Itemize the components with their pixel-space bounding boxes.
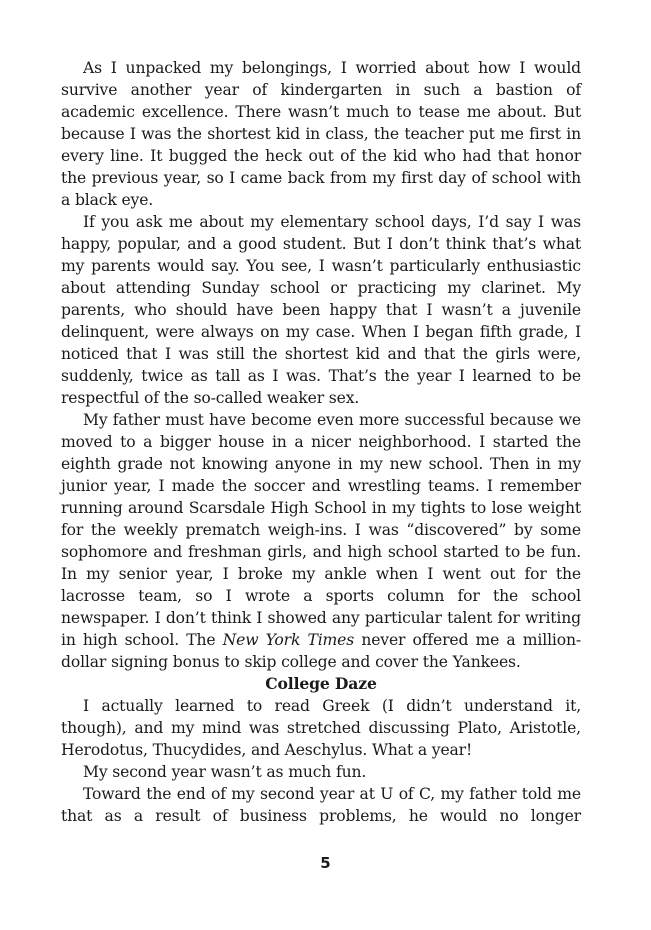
publication-title: New York Times	[222, 631, 355, 649]
page-body	[61, 57, 581, 827]
page-number: 5	[320, 854, 331, 872]
paragraph-high-school	[61, 409, 581, 673]
paragraph-second-year: My second year wasn’t as much fun.	[83, 763, 367, 781]
paragraph-elementary-school: If you ask me about my elementary school days, I’d say I was happy, popular, and a good student. But I don’t think that’s what my parents would say. You see, I wasn’t particularly enthusiastic about attending Sunday school or practicing my clarinet. My parents, who should have been happy that I wasn’t a juvenile delinquent, were always on my case. When I began fifth grade, I noticed that I was still the shortest kid and that the girls were, suddenly, twice as tall as I was. That’s the year I learned to be respectful of the so-called weaker sex.	[61, 213, 581, 407]
paragraph-text: My father must have become even more successful because we moved to a bigger house in a nicer neighborhood. I started the eighth grade not knowing anyone in my new school. Then in my junior year, I made the soccer and wrestling teams. I remember running around Scarsdale High School in my tights to lose weight for the weekly prematch weigh-ins. I was “discovered” by some sophomore and freshman girls, and high school started to be fun. In my senior year, I broke my ankle when I went out for the lacrosse team, so I wrote a sports column for the school newspaper. I don’t think I showed any particular talent for writing in high school. The	[61, 411, 581, 649]
paragraph-father-business: Toward the end of my second year at U of C, my father told me that as a result of business problems, he would no longer	[61, 785, 581, 825]
paragraph-kindergarten: As I unpacked my belongings, I worried about how I would survive another year of kindergarten in such a bastion of academic excellence. There wasn’t much to tease me about. But because I was the shortest kid in class, the teacher put me first in every line. It bugged the heck out of the kid who had that honor the previous year, so I came back from my first day of school with a black eye.	[61, 59, 581, 209]
paragraph-text: never offered me a million-dollar signing bonus to skip college and cover the Yankees.	[61, 631, 582, 671]
section-heading: College Daze	[265, 674, 377, 693]
paragraph-greek: I actually learned to read Greek (I didn’t understand it, though), and my mind was stretched discussing Plato, Aristotle, Herodotus, Thucydides, and Aeschylus. What a year!	[61, 697, 581, 759]
